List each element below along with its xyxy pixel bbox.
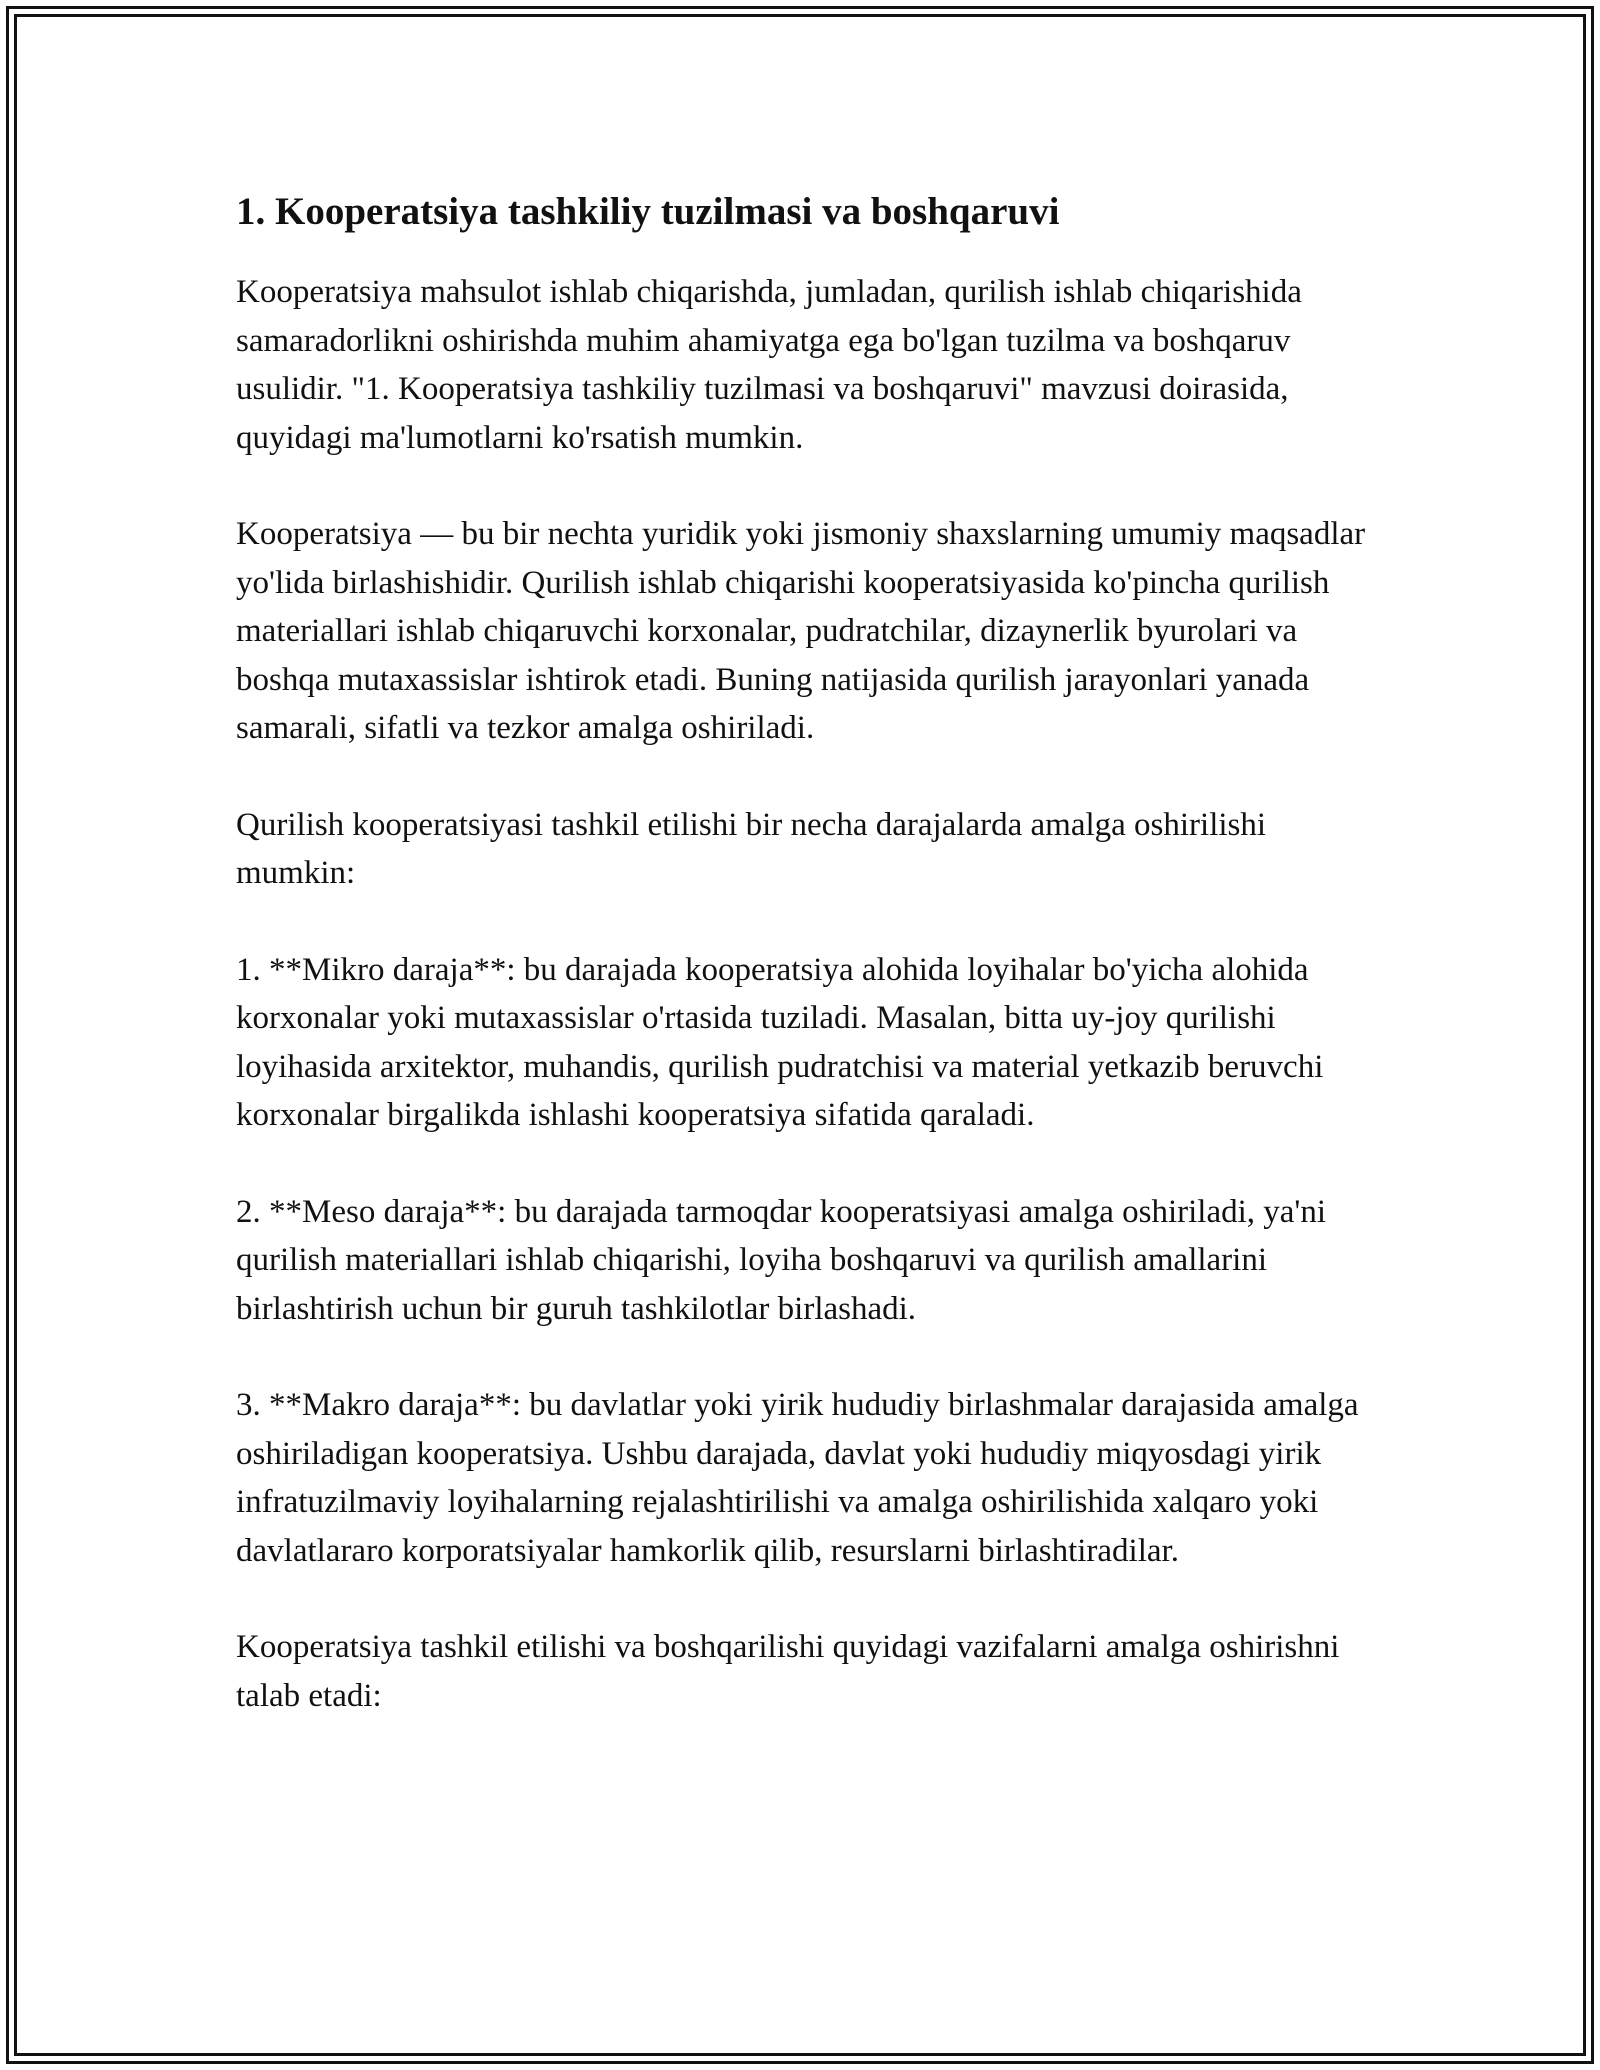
paragraph-intro: Kooperatsiya mahsulot ishlab chiqarishda, jumladan, qurilish ishlab chiqarishida samaradorlikni oshirishda muhim ahamiyatga ega bo'lgan tuzilma va boshqaruv usulidir. "1. Kooperatsiya tashkiliy tuzilmasi va boshqaruvi" mavzusi doirasida, quyidagi ma'lumotlarni ko'rsatish mumkin. bbox=[236, 274, 1302, 456]
document-body bbox=[236, 186, 1366, 1768]
paragraph-levels-intro: Qurilish kooperatsiyasi tashkil etilishi bir necha darajalarda amalga oshirilishi mumkin: bbox=[236, 806, 1267, 891]
paragraph-meso-level: 2. **Meso daraja**: bu darajada tarmoqdar kooperatsiyasi amalga oshiriladi, ya'ni qurilish materiallari ishlab chiqarishi, loyiha boshqaruvi va qurilish amallarini birlashtirish uchun bir guruh tashkilotlar birlashadi. bbox=[236, 1193, 1327, 1327]
paragraph-tasks-intro: Kooperatsiya tashkil etilishi va boshqarilishi quyidagi vazifalarni amalga oshirishni talab etadi: bbox=[236, 1629, 1340, 1714]
paragraph-micro-level: 1. **Mikro daraja**: bu darajada kooperatsiya alohida loyihalar bo'yicha alohida korxonalar yoki mutaxassislar o'rtasida tuziladi. Masalan, bitta uy-joy qurilishi loyihasida arxitektor, muhandis, qurilish pudratchisi va material yetkazib beruvchi korxonalar birgalikda ishlashi kooperatsiya sifatida qaraladi. bbox=[236, 951, 1324, 1133]
paragraph-definition: Kooperatsiya — bu bir nechta yuridik yoki jismoniy shaxslarning umumiy maqsadlar yo'lida birlashishidir. Qurilish ishlab chiqarishi kooperatsiyasida ko'pincha qurilish materiallari ishlab chiqaruvchi korxonalar, pudratchilar, dizaynerlik byurolari va boshqa mutaxassislar ishtirok etadi. Buning natijasida qurilish jarayonlari yanada samarali, sifatli va tezkor amalga oshiriladi. bbox=[236, 516, 1366, 746]
section-title: 1. Kooperatsiya tashkiliy tuzilmasi va boshqaruvi bbox=[236, 190, 1060, 233]
paragraph-macro-level: 3. **Makro daraja**: bu davlatlar yoki yirik hududiy birlashmalar darajasida amalga oshiriladigan kooperatsiya. Ushbu darajada, davlat yoki hududiy miqyosdagi yirik infratuzilmaviy loyihalarning rejalashtirilishi va amalga oshirilishida xalqaro yoki davlatlararo korporatsiyalar hamkorlik qilib, resurslarni birlashtiradilar. bbox=[236, 1387, 1359, 1569]
